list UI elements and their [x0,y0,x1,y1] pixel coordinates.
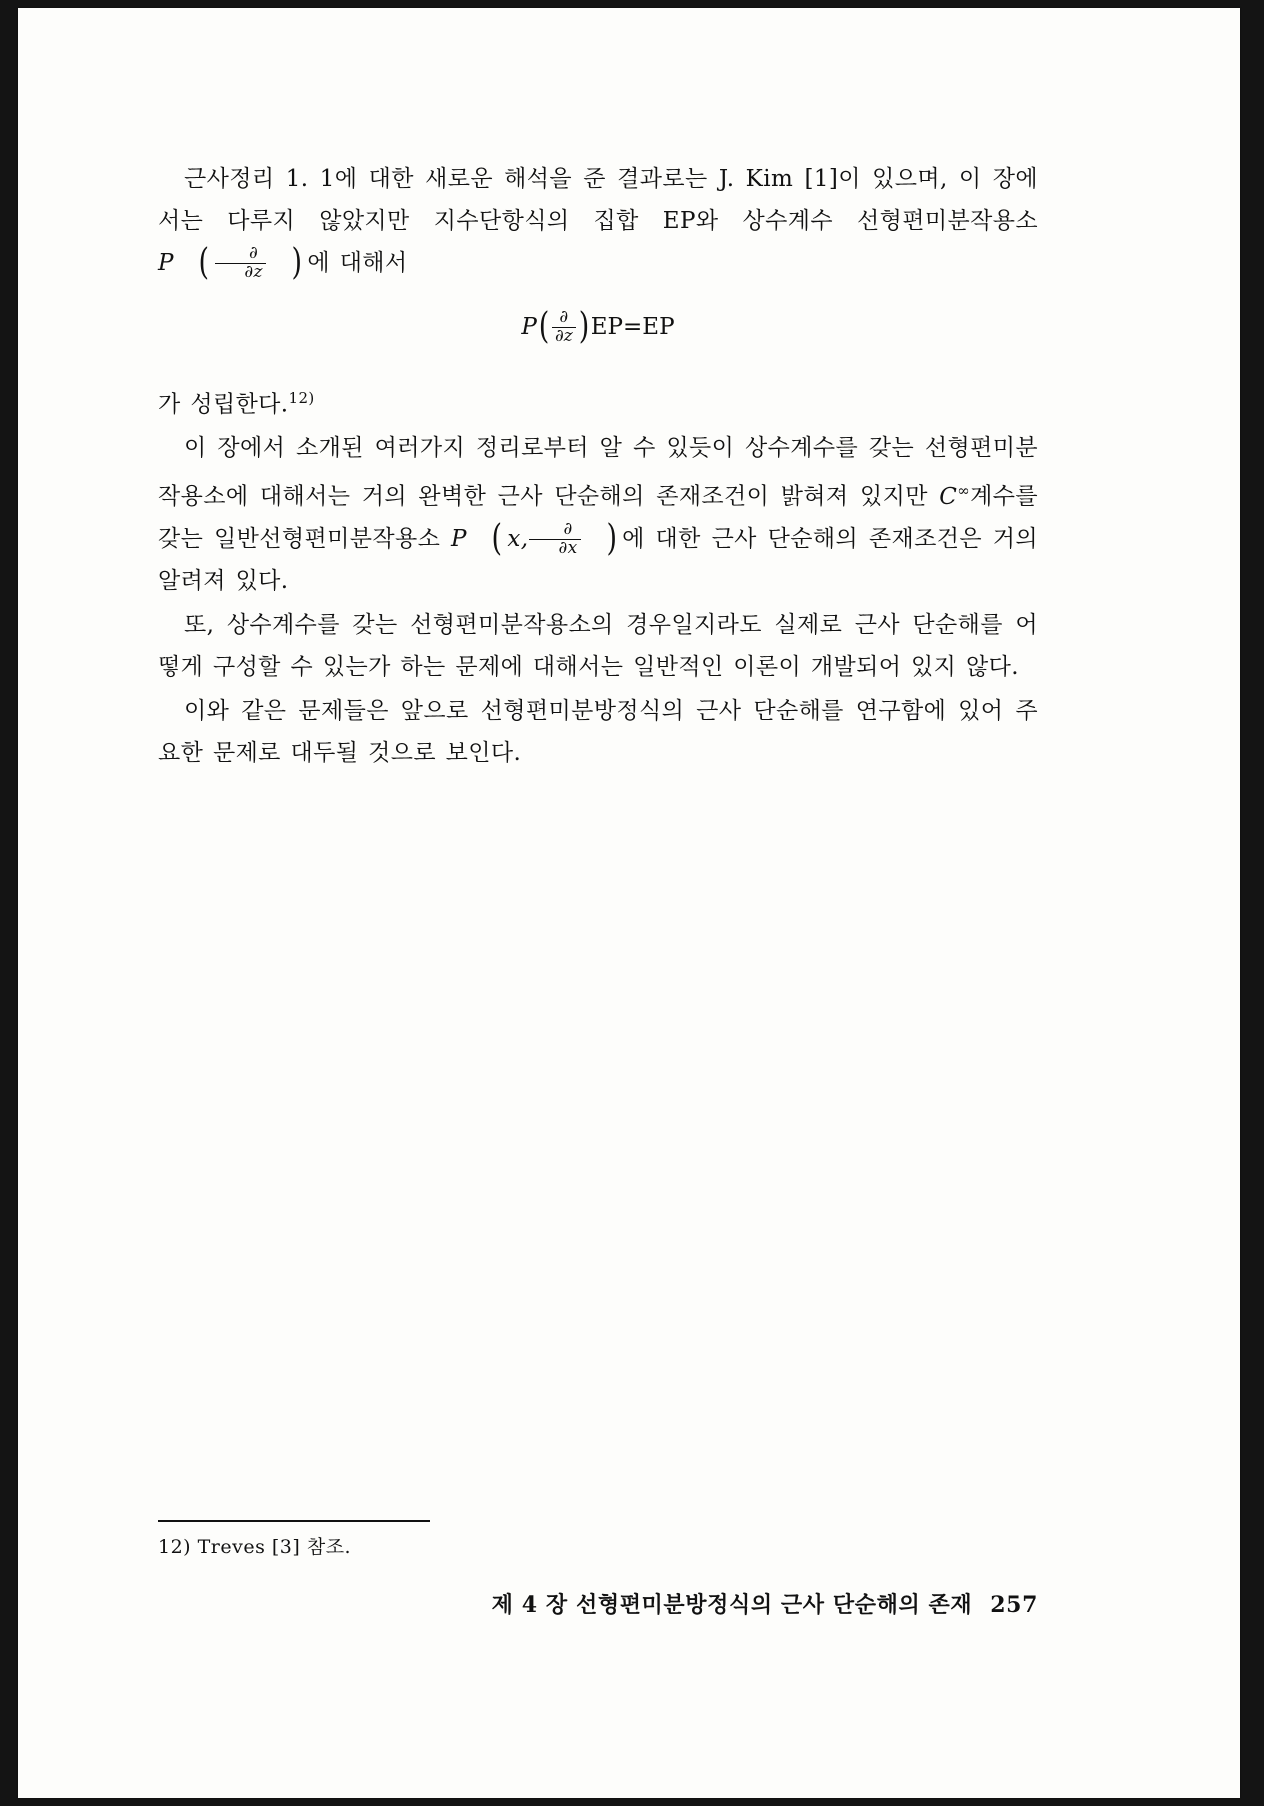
footer-chapter-title: 제 4 장 선형편미분방정식의 근사 단순해의 존재 [491,1592,973,1618]
footnote-divider [158,1520,430,1522]
inline-math-p-ddz [158,242,307,284]
page-number: 257 [990,1592,1038,1618]
fraction-denominator-2: ∂x [529,539,580,558]
display-paren-open-icon: ( [538,306,550,348]
display-fraction-partial-z [552,309,576,346]
paragraph-1-tail: 에 대해서 [307,250,408,276]
document-page [18,8,1240,1798]
math-operator-p: P [158,250,174,276]
display-equation-rest: EP=EP [590,314,675,341]
paragraph-1 [158,158,1038,284]
paren-close-icon: ) [291,242,303,284]
display-equation-math [521,306,675,348]
footnote-marker: 12) [288,388,315,407]
paragraph-5: 이와 같은 문제들은 앞으로 선형편미분방정식의 근사 단순해를 연구함에 있어 주요한 문제로 대두될 것으로 보인다. [158,698,1038,766]
paragraph-3-text: 이 장에서 소개된 여러가지 정리로부터 알 수 있듯이 상수계수를 갖는 선형편미분작용소에 대해서는 거의 완벽한 근사 단순해의 존재조건이 밝혀져 있지만 [158,435,1038,510]
page-content [158,158,1038,776]
inline-math-p-x-ddx [451,518,622,560]
math-symbol-c: C [939,484,958,510]
display-paren-close-icon: ) [578,306,589,348]
fraction-denominator: ∂z [215,263,266,282]
fraction-partial-x [529,518,580,558]
paragraph-3 [158,427,1038,602]
display-equation [158,306,1038,348]
footnote-text: 12) Treves [3] 참조. [158,1536,352,1558]
page-footer [158,1588,1038,1619]
paragraph-1-text: 근사정리 1. 1에 대한 새로운 해석을 준 결과로는 J. Kim [1]이 있으며, 이 장에서는 다루지 않았지만 지수단항식의 집합 EP와 상수계수 선형편미분작용소 [158,166,1038,234]
paragraph-3-mid: 계수를 갖는 일반선형편미분작용소 [158,484,1038,552]
fraction-partial-z [215,242,266,282]
math-exponent-infinity: ∞ [957,481,971,500]
paragraph-3-tail: 에 대한 근사 단순해의 존재조건은 거의 알려져 있다. [158,526,1038,594]
display-operator-p: P [521,314,537,341]
display-fraction-numerator: ∂ [559,307,569,327]
paren-close-icon-2: ) [606,518,618,560]
paren-open-icon-2: ( [491,518,503,560]
display-fraction-denominator: ∂z [552,327,576,346]
paragraph-2 [158,377,1038,426]
inline-math-c-infinity [939,481,971,510]
paren-open-icon: ( [198,242,210,284]
fraction-numerator-2: ∂ [563,518,573,539]
math-operator-p2: P [451,526,467,552]
paragraph-2-text: 가 성립한다. [158,391,289,418]
paragraph-4: 또, 상수계수를 갖는 선형편미분작용소의 경우일지라도 실제로 근사 단순해를 어떻게 구성할 수 있는가 하는 문제에 대해서는 일반적인 이론이 개발되어 있지 않다. [158,612,1038,680]
fraction-numerator: ∂ [249,242,259,263]
math-arg-x: x, [507,526,529,552]
